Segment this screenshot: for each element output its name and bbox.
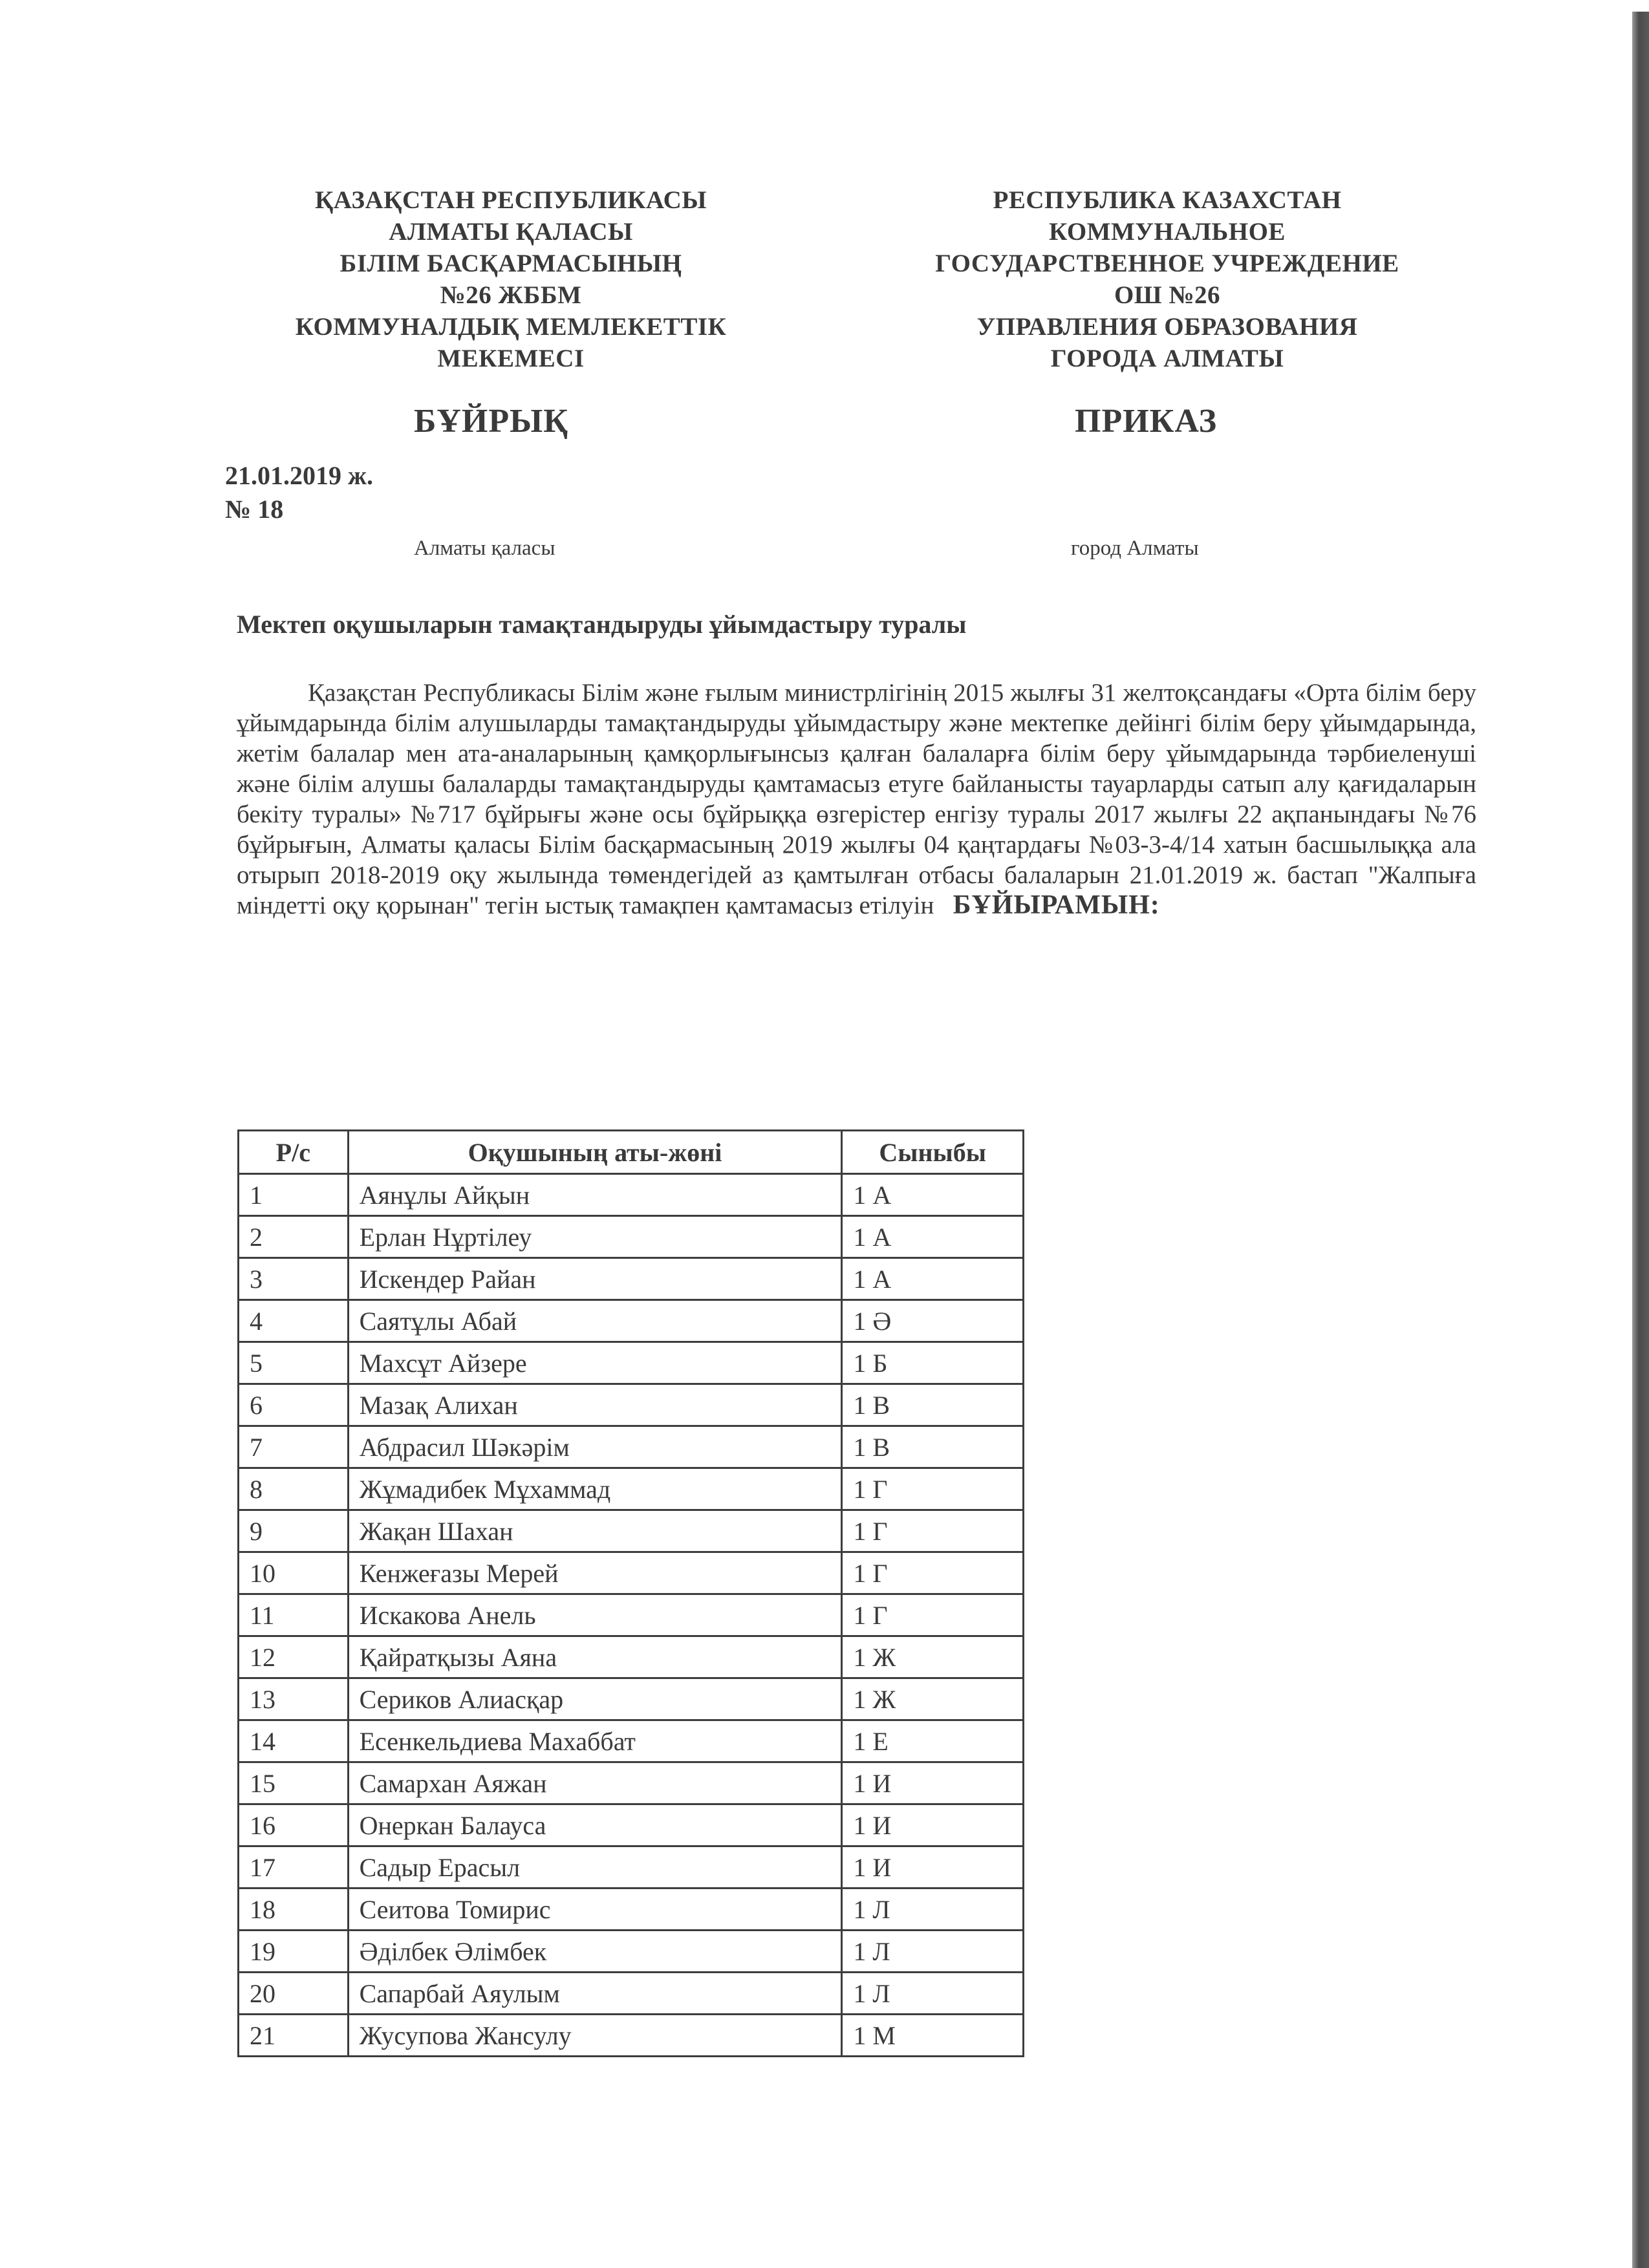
- cell-name: Мазақ Алихан: [348, 1384, 842, 1426]
- cell-name: Жұмадибек Мұхаммад: [348, 1468, 842, 1510]
- cell-number: 12: [239, 1636, 349, 1678]
- table-row: [239, 1342, 1024, 1384]
- cell-name: Әділбек Әлімбек: [348, 1931, 842, 1973]
- cell-number: 8: [239, 1468, 349, 1510]
- header-russian-line: УПРАВЛЕНИЯ ОБРАЗОВАНИЯ: [976, 313, 1358, 341]
- header-russian-line: РЕСПУБЛИКА КАЗАХСТАН: [993, 186, 1342, 214]
- header-russian-line: ГОСУДАРСТВЕННОЕ УЧРЕЖДЕНИЕ: [935, 250, 1399, 277]
- table-row: [239, 1931, 1024, 1973]
- cell-name: Кенжеғазы Мерей: [348, 1552, 842, 1594]
- cell-name: Махсұт Айзере: [348, 1342, 842, 1384]
- cell-number: 9: [239, 1510, 349, 1552]
- header-kazakh-line: №26 ЖББМ: [440, 281, 582, 309]
- cell-class: 1 А: [842, 1174, 1024, 1216]
- cell-name: Жусупова Жансулу: [348, 2015, 842, 2057]
- col-header-name: Оқушының аты-жөні: [348, 1131, 842, 1174]
- cell-class: 1 Г: [842, 1468, 1024, 1510]
- table-row: [239, 1216, 1024, 1258]
- cell-number: 15: [239, 1762, 349, 1804]
- cell-number: 6: [239, 1384, 349, 1426]
- order-body: [237, 678, 1476, 921]
- cell-number: 13: [239, 1678, 349, 1720]
- table-row: [239, 1258, 1024, 1300]
- doc-title-kazakh: БҰЙРЫҚ: [414, 403, 568, 440]
- cell-number: 10: [239, 1552, 349, 1594]
- cell-name: Саятұлы Абай: [348, 1300, 842, 1342]
- cell-name: Искакова Анель: [348, 1594, 842, 1636]
- city-russian: город Алматы: [1071, 537, 1199, 560]
- table-row: [239, 1636, 1024, 1678]
- header-russian: [870, 184, 1465, 374]
- table-row: [239, 1174, 1024, 1216]
- cell-number: 7: [239, 1426, 349, 1468]
- cell-class: 1 Ж: [842, 1636, 1024, 1678]
- cell-class: 1 В: [842, 1384, 1024, 1426]
- cell-class: 1 Г: [842, 1594, 1024, 1636]
- table-row: [239, 1720, 1024, 1762]
- cell-class: 1 М: [842, 2015, 1024, 2057]
- col-header-number: Р/с: [239, 1131, 349, 1174]
- cell-name: Онеркан Балауса: [348, 1804, 842, 1846]
- cell-number: 5: [239, 1342, 349, 1384]
- table-row: [239, 1888, 1024, 1931]
- cell-name: Аянұлы Айқын: [348, 1174, 842, 1216]
- cell-name: Жақан Шахан: [348, 1510, 842, 1552]
- cell-class: 1 А: [842, 1216, 1024, 1258]
- header-kazakh: [213, 184, 808, 374]
- cell-class: 1 Г: [842, 1510, 1024, 1552]
- cell-name: Садыр Ерасыл: [348, 1846, 842, 1888]
- cell-name: Қайратқызы Аяна: [348, 1636, 842, 1678]
- table-row: [239, 1300, 1024, 1342]
- cell-class: 1 И: [842, 1846, 1024, 1888]
- table-row: [239, 1384, 1024, 1426]
- table-row: [239, 1804, 1024, 1846]
- header-kazakh-line: ҚАЗАҚСТАН РЕСПУБЛИКАСЫ: [314, 186, 707, 214]
- cell-name: Искендер Райан: [348, 1258, 842, 1300]
- city-kazakh: Алматы қаласы: [414, 537, 555, 560]
- table-row: [239, 1510, 1024, 1552]
- header-russian-line: ОШ №26: [1114, 281, 1221, 309]
- cell-class: 1 А: [842, 1258, 1024, 1300]
- cell-name: Есенкельдиева Махаббат: [348, 1720, 842, 1762]
- header-kazakh-line: МЕКЕМЕСІ: [437, 345, 585, 372]
- cell-class: 1 Л: [842, 1931, 1024, 1973]
- cell-number: 14: [239, 1720, 349, 1762]
- table-header-row: [239, 1131, 1024, 1174]
- cell-number: 19: [239, 1931, 349, 1973]
- cell-name: Сапарбай Аяулым: [348, 1973, 842, 2015]
- table-row: [239, 2015, 1024, 2057]
- cell-class: 1 Е: [842, 1720, 1024, 1762]
- cell-name: Сеитова Томирис: [348, 1888, 842, 1931]
- header-russian-line: ГОРОДА АЛМАТЫ: [1050, 345, 1284, 372]
- cell-name: Абдрасил Шәкәрім: [348, 1426, 842, 1468]
- cell-number: 21: [239, 2015, 349, 2057]
- cell-class: 1 Г: [842, 1552, 1024, 1594]
- cell-number: 1: [239, 1174, 349, 1216]
- cell-number: 18: [239, 1888, 349, 1931]
- table-row: [239, 1973, 1024, 2015]
- table-row: [239, 1594, 1024, 1636]
- order-number: № 18: [225, 495, 284, 524]
- cell-number: 3: [239, 1258, 349, 1300]
- table-row: [239, 1552, 1024, 1594]
- cell-class: 1 И: [842, 1762, 1024, 1804]
- students-table: [237, 1129, 1024, 2057]
- header-kazakh-line: АЛМАТЫ ҚАЛАСЫ: [389, 218, 633, 246]
- order-word: БҰЙЫРАМЫН:: [953, 890, 1160, 920]
- cell-class: 1 Б: [842, 1342, 1024, 1384]
- cell-name: Самархан Аяжан: [348, 1762, 842, 1804]
- cell-number: 16: [239, 1804, 349, 1846]
- order-subject: Мектеп оқушыларын тамақтандыруды ұйымдастыру туралы: [237, 610, 967, 639]
- cell-class: 1 Ә: [842, 1300, 1024, 1342]
- doc-title-russian: ПРИКАЗ: [1075, 403, 1218, 440]
- table-row: [239, 1846, 1024, 1888]
- table-row: [239, 1426, 1024, 1468]
- order-date: 21.01.2019 ж.: [225, 461, 374, 490]
- order-body-paragraph: Қазақстан Республикасы Білім және ғылым министрлігінің 2015 жылғы 31 желтоқсандағы «Орта білім беру ұйымдарында білім алушыларды тамақтандыруды ұйымдастыру және мектепке дейінгі білім беру ұйымдарында, жетім балалар мен ата-аналарының қамқорлығынсыз қалған балаларға білім беру ұйымдарында тәрбиеленуші және білім алушы балаларды тамақтандыруды қамтамасыз етуге байланысты тауарларды сатып алу қағидаларын бекіту туралы» №717 бұйрығы және осы бұйрыққа өзгерістер енгізу туралы 2017 жылғы 22 ақпанындағы №76 бұйрығын, Алматы қаласы Білім басқармасының 2019 жылғы 04 қаңтардағы №03-3-4/14 хатын басшылыққа ала отырып 2018-2019 оқу жылында төмендегідей аз қамтылған отбасы балаларын 21.01.2019 ж. бастап "Жалпыға міндетті оқу қорынан" тегін ыстық тамақпен қамтамасыз етілуін: [237, 679, 1476, 919]
- cell-number: 2: [239, 1216, 349, 1258]
- col-header-class: Сыныбы: [842, 1131, 1024, 1174]
- table-row: [239, 1678, 1024, 1720]
- table-row: [239, 1468, 1024, 1510]
- cell-number: 17: [239, 1846, 349, 1888]
- cell-name: Ерлан Нұртілеу: [348, 1216, 842, 1258]
- cell-class: 1 Ж: [842, 1678, 1024, 1720]
- cell-number: 4: [239, 1300, 349, 1342]
- cell-class: 1 Л: [842, 1973, 1024, 2015]
- header-kazakh-line: КОММУНАЛДЫҚ МЕМЛЕКЕТТІК: [295, 313, 727, 341]
- scan-edge-shadow: [1632, 12, 1649, 2268]
- cell-class: 1 И: [842, 1804, 1024, 1846]
- header-russian-line: КОММУНАЛЬНОЕ: [1049, 218, 1286, 246]
- cell-number: 11: [239, 1594, 349, 1636]
- cell-class: 1 В: [842, 1426, 1024, 1468]
- cell-number: 20: [239, 1973, 349, 2015]
- table-row: [239, 1762, 1024, 1804]
- cell-class: 1 Л: [842, 1888, 1024, 1931]
- header-kazakh-line: БІЛІМ БАСҚАРМАСЫНЫҢ: [339, 250, 682, 277]
- cell-name: Сериков Алиасқар: [348, 1678, 842, 1720]
